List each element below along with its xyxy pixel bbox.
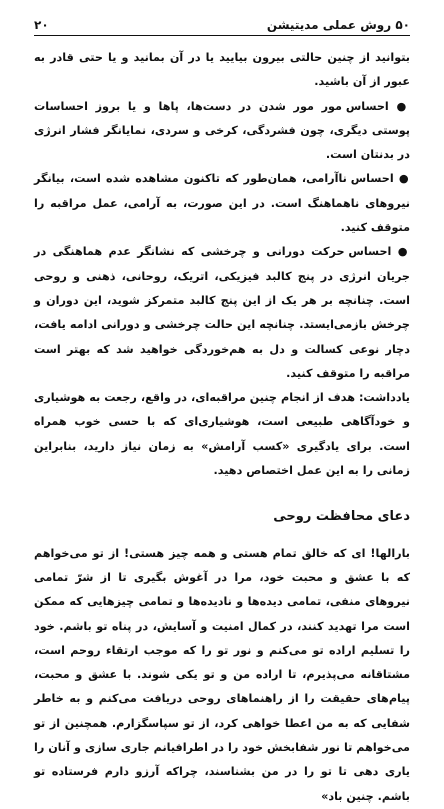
page-header [34, 0, 410, 36]
bullet-spinning: ● احساس حرکت دورانی و چرخشی که نشانگر عدم هماهنگی در جریان انرژی در پنج کالبد فیزیکی، اتریک، روحانی، ذهنی و روحی است. چنانچه بر هر یک از این پنج کالبد متمرکز شوید، این دوران و چرخش بازمی‌ایستد. چنانچه این حالت چرخشی و دورانی ادامه یافت، دچار نوعی کسالت و دل به هم‌خوردگی خواهید شد که بهتر است مراقبه را متوقف کنید. [34, 240, 410, 386]
prayer-paragraph: بارالها! ای که خالق تمام هستی و همه چیز هستی! از تو می‌خواهم که با عشق و محبت خود، مرا در آغوش بگیری تا از شرّ تمامی نیروهای منفی، تمامی دیده‌ها و نادیده‌ها و تمامی چیزهایی که ممکن است مرا تهدید کنند، در کمال امنیت و آسایش، در پناه تو باشم. خود را تسلیم اراده تو می‌کنم و نور تو را که موجب ارتقاء روحم است، مشتاقانه می‌پذیرم، تا اراده من و تو یکی شوند. با عشق و محبت، پیام‌های حقیقت را از راهنماهای روحی دریافت می‌کنم و به خاطر شفایی که به من اعطا خواهی کرد، از تو سپاسگزارم. همچنین از تو می‌خواهم تا نور شفابخش خود را در اطرافیانم جاری سازی و آنان را یاری دهی تا تو را در من بشناسند، چراکه آرزو دارم فرستاده تو باشم. چنین باد» [34, 546, 410, 803]
paragraph-intro: بتوانید از چنین حالتی بیرون بیایید یا در آن بمانید و یا حتی قادر به عبور از آن باشید. [34, 51, 410, 89]
note-paragraph [34, 386, 410, 483]
bullet-restlessness: ● احساس ناآرامی، همان‌طور که تاکنون مشاهده شده است، بیانگر نیروهای ناهماهنگ است. در این صورت، به آرامی، عمل مراقبه را متوقف کنید. [34, 167, 410, 240]
bullet-tingling: ● احساس مور مور شدن در دست‌ها، پاها و یا بروز احساسات پوستی دیگری، چون فشردگی، کرخی و سردی، نمایانگر فشار انرژی در بدنتان است. [34, 95, 410, 168]
page-number: ۲۰ [34, 18, 49, 32]
running-title: ۵۰ روش عملی مدیتیشن [266, 18, 410, 32]
page-body [34, 46, 410, 809]
section-heading: دعای محافظت روحی [273, 509, 410, 525]
note-text: هدف از انجام چنین مراقبه‌ای، در واقع، رجعت به هوشیاری و خودآگاهی طبیعی است، هوشیاری‌ای که با حسی خوب همراه است. برای یادگیری «کسب آرامش» به زمان نیاز دارید، بنابراین زمانی را به این عمل اختصاص دهید. [34, 391, 410, 478]
note-label: یادداشت: [358, 391, 410, 405]
